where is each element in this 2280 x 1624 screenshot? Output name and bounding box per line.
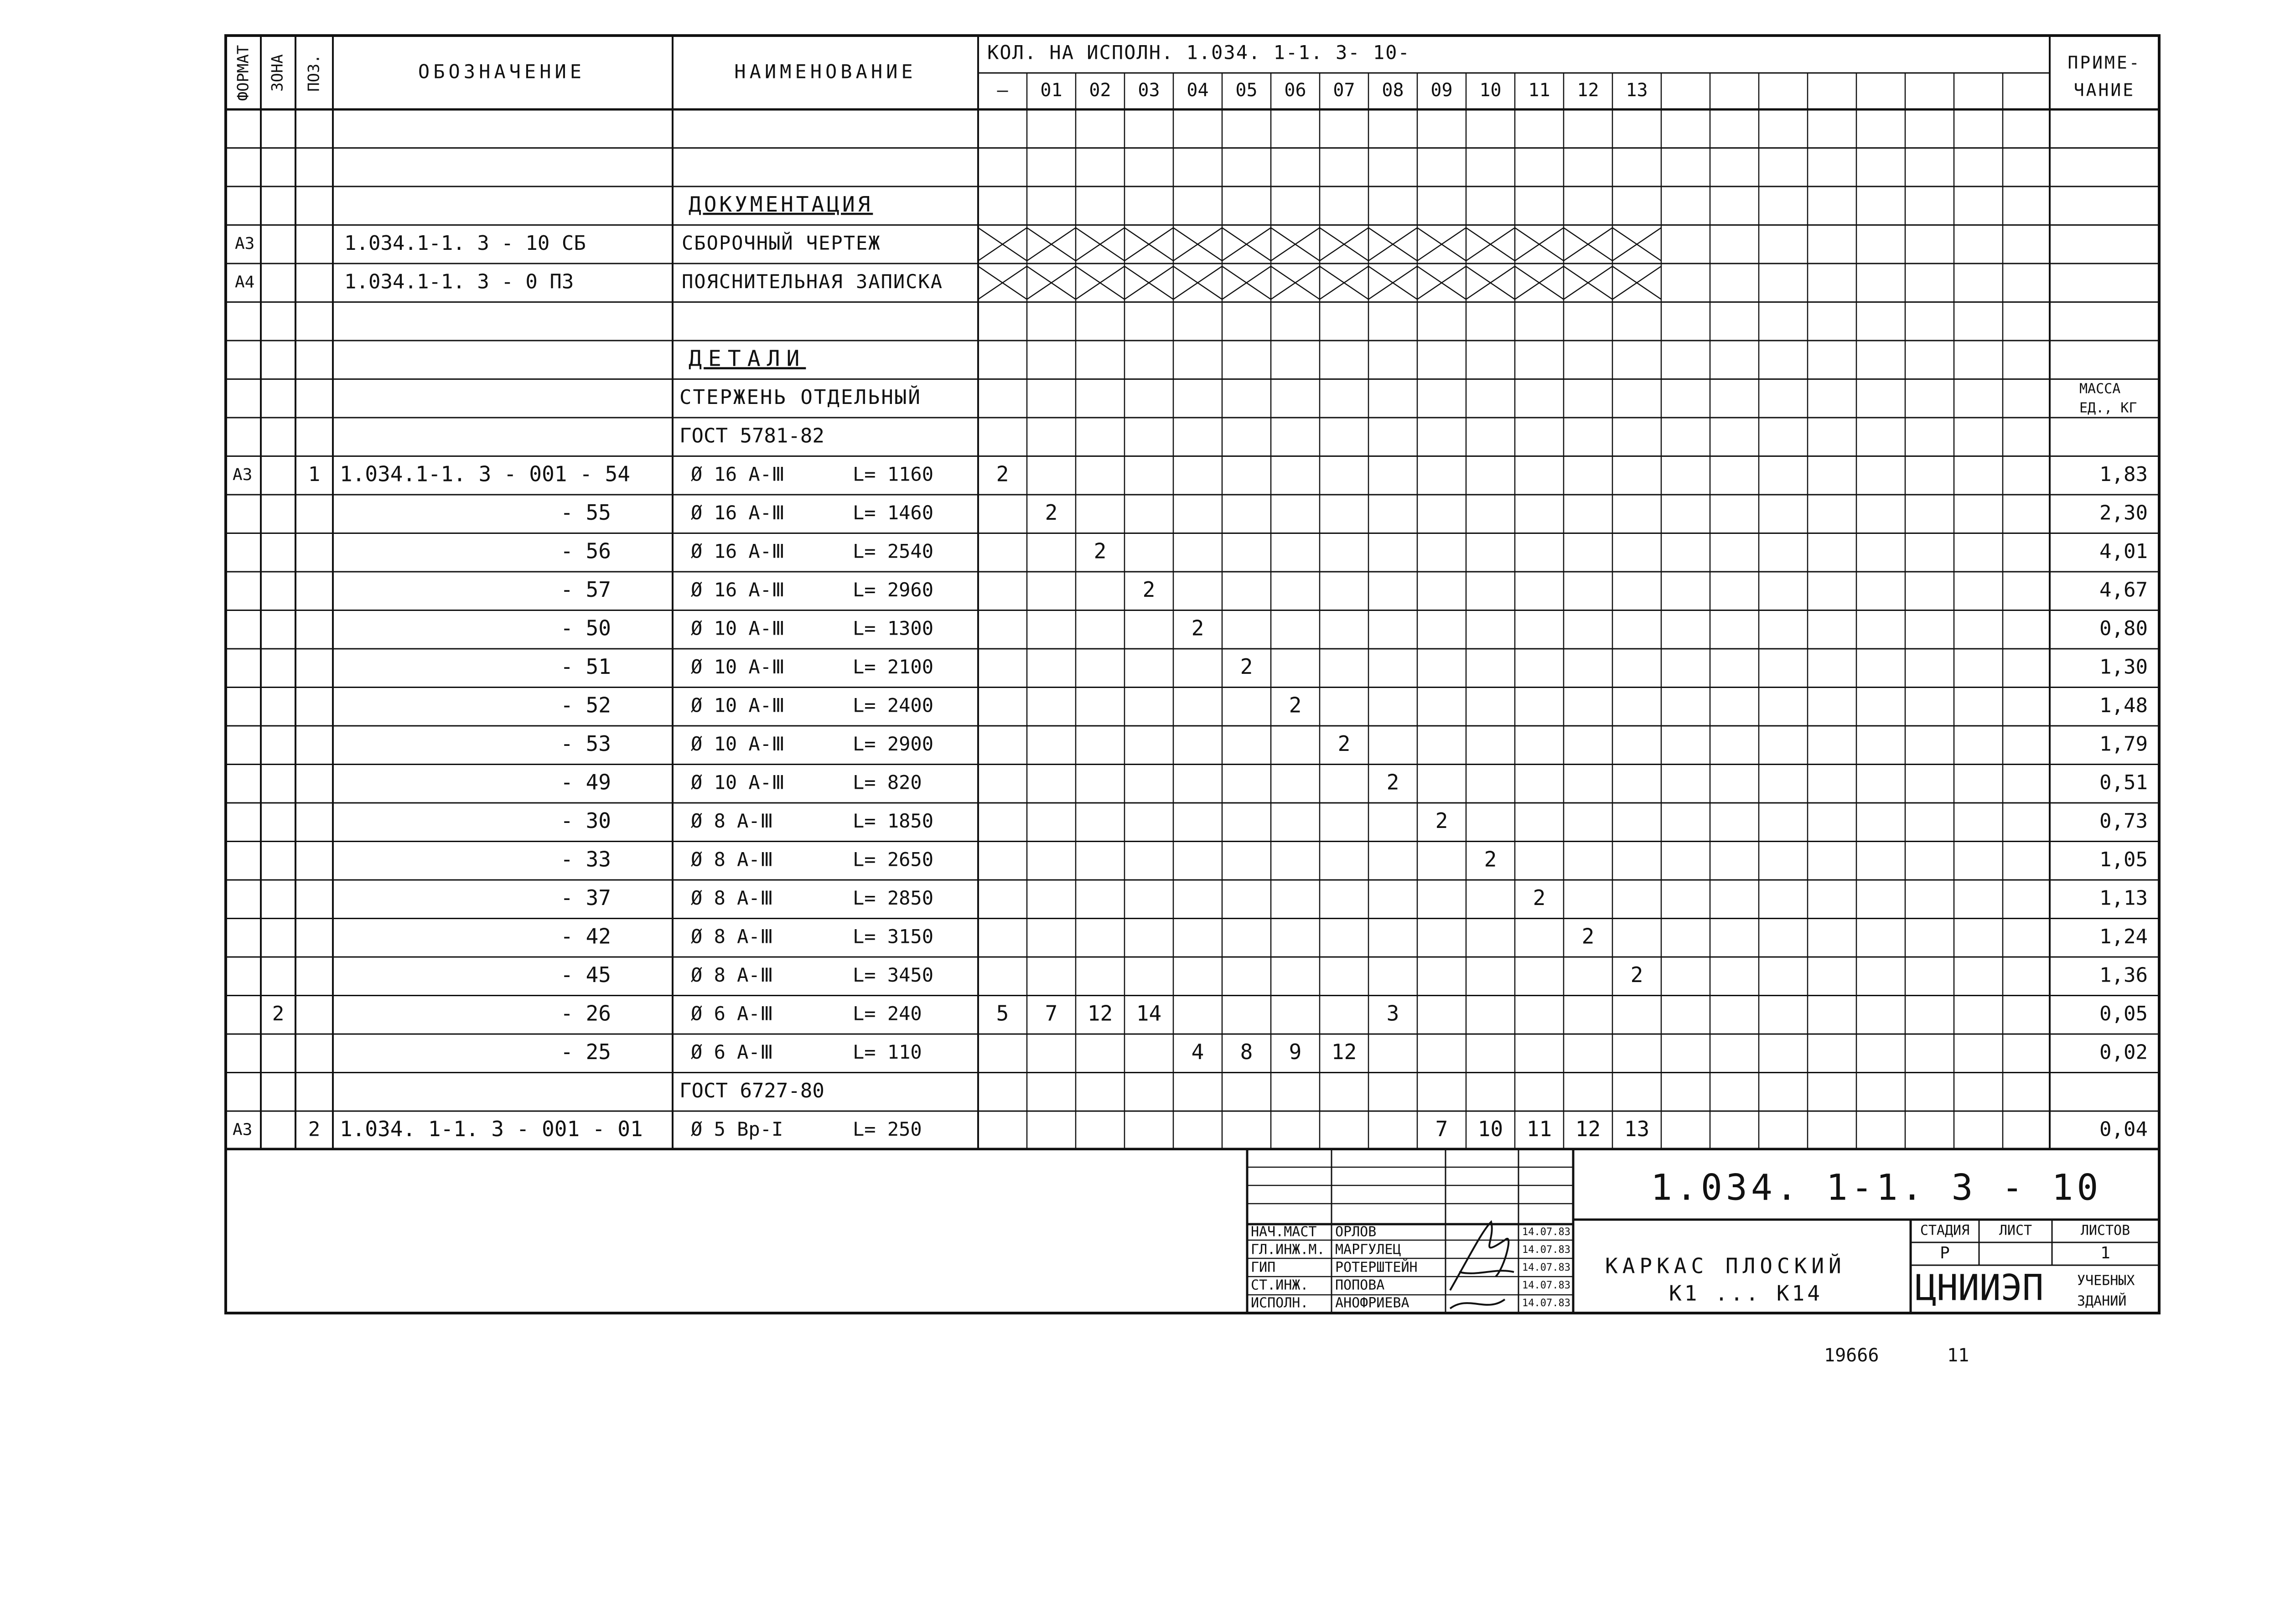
row-qty-13: 2 [1630,962,1643,987]
row-mass: 4,01 [2099,539,2148,563]
signature-scribble [1450,1222,1514,1309]
row-qty-7: 12 [1331,1039,1357,1064]
row-qty-4: 2 [1191,615,1204,641]
row-designation: - 56 [560,538,611,564]
row-format: А3 [233,1120,253,1139]
row-length: L= 3450 [853,963,934,986]
row-qty-1: 7 [1045,1001,1058,1026]
page-number: 11 [1947,1345,1969,1366]
signer-date: 14.07.83 [1522,1244,1570,1256]
variant-header-1: 01 [1040,80,1062,101]
row-designation: - 30 [560,808,611,833]
row-diameter: Ø 16 А-Ⅲ [691,501,785,524]
row-designation: - 50 [560,615,611,641]
mass-header: МАССА [2079,381,2121,397]
row-mass: 1,83 [2099,462,2148,486]
signer-name: ПОПОВА [1335,1277,1385,1293]
row-mass: 1,30 [2099,655,2148,679]
row-mass: 4,67 [2099,578,2148,602]
variant-header-9: 09 [1430,80,1453,101]
row-qty-5: 8 [1240,1039,1253,1064]
row-mass: 1,36 [2099,963,2148,987]
row-mass: 1,24 [2099,925,2148,948]
row-qty-10: 2 [1484,847,1497,872]
drawing-code: 1.034. 1-1. 3 - 10 [1651,1167,2102,1209]
row-diameter: Ø 10 А-Ⅲ [691,617,785,640]
row-mass: 1,13 [2099,886,2148,910]
row-diameter: Ø 8 А-Ⅲ [691,925,773,948]
row-qty-3: 14 [1136,1001,1162,1026]
column-header-note: ПРИМЕ- [2068,52,2141,73]
variant-header-11: 11 [1528,80,1550,101]
row-qty-0: 2 [996,461,1009,486]
row-mass: 0,51 [2099,771,2148,794]
row-designation: - 51 [560,654,611,679]
column-header-format: ФОРМАТ [234,45,253,101]
row-diameter: Ø 8 А-Ⅲ [691,886,773,909]
doc-designation: 1.034.1-1. 3 - 10 СБ [344,231,586,255]
row-qty-12: 2 [1581,924,1595,949]
row-length: L= 240 [853,1002,922,1025]
row-length: L= 1160 [853,463,934,486]
row-length: L= 2650 [853,848,934,871]
row-qty-2: 12 [1087,1001,1113,1026]
row-qty-7: 2 [1337,731,1351,756]
variant-header-5: 05 [1235,80,1258,101]
table-content [233,41,2148,1141]
row-mass: 0,80 [2099,616,2148,640]
stage-label: СТАДИЯ [1920,1222,1970,1239]
row-diameter: Ø 16 А-Ⅲ [691,578,785,601]
variant-header-12: 12 [1577,80,1599,101]
signer-name: РОТЕРШТЕЙН [1335,1259,1418,1276]
row-qty-11: 2 [1533,885,1546,910]
row-diameter: Ø 8 А-Ⅲ [691,809,773,832]
signer-date: 14.07.83 [1522,1280,1570,1291]
row-qty-11: 11 [1526,1116,1552,1141]
row-zone: 2 [272,1002,285,1025]
row-designation: 1.034. 1-1. 3 - 001 - 01 [340,1116,643,1141]
doc-name: СБОРОЧНЫЙ ЧЕРТЕЖ [682,232,881,254]
row-designation: - 45 [560,962,611,987]
row-designation: - 53 [560,731,611,756]
row-qty-2: 2 [1093,538,1107,564]
column-header-pos: ПОЗ. [305,54,323,92]
row-length: L= 2850 [853,886,934,909]
variant-header-6: 06 [1284,80,1306,101]
row-length: L= 110 [853,1040,922,1063]
organization-name: ЦНИИЭП [1915,1267,2044,1309]
row-length: L= 2100 [853,655,934,678]
section-rod: СТЕРЖЕНЬ ОТДЕЛЬНЫЙ [679,385,922,409]
row-pos: 1 [308,462,321,486]
section-details: ДЕТАЛИ [689,346,806,372]
organization-sub-2: ЗДАНИЙ [2077,1293,2127,1309]
variant-header-0: — [997,80,1008,101]
row-diameter: Ø 16 А-Ⅲ [691,540,785,563]
row-qty-13: 13 [1624,1116,1650,1141]
section-gost-2: ГОСТ 6727-80 [679,1079,824,1102]
row-pos: 2 [308,1117,321,1141]
row-length: L= 2540 [853,540,934,563]
column-header-name: НАИМЕНОВАНИЕ [734,60,917,83]
row-length: L= 1460 [853,501,934,524]
section-documentation: ДОКУМЕНТАЦИЯ [689,191,873,217]
row-qty-9: 7 [1435,1116,1448,1141]
signer-date: 14.07.83 [1522,1226,1570,1238]
drawing-title-2: К1 ... К14 [1669,1281,1823,1306]
row-length: L= 820 [853,771,922,794]
row-qty-8: 2 [1386,770,1399,795]
row-diameter: Ø 6 А-Ⅲ [691,1002,773,1025]
column-header-zone: ЗОНА [268,54,287,92]
variant-header-10: 10 [1479,80,1502,101]
variant-header-8: 08 [1382,80,1404,101]
row-length: L= 1850 [853,809,934,832]
row-diameter: Ø 10 А-Ⅲ [691,655,785,678]
row-designation: - 33 [560,847,611,872]
row-diameter: Ø 10 А-Ⅲ [691,732,785,755]
row-qty-6: 9 [1289,1039,1302,1064]
title-block [1247,1149,2159,1366]
row-mass: 1,79 [2099,732,2148,756]
row-designation: - 26 [560,1001,611,1026]
row-mass: 1,48 [2099,693,2148,717]
row-diameter: Ø 10 А-Ⅲ [691,771,785,794]
row-length: L= 2900 [853,732,934,755]
row-designation: 1.034.1-1. 3 - 001 - 54 [340,461,630,486]
row-diameter: Ø 8 А-Ⅲ [691,848,773,871]
signer-name: ОРЛОВ [1335,1224,1377,1240]
signer-date: 14.07.83 [1522,1262,1570,1273]
variant-header-13: 13 [1626,80,1648,101]
column-header-qty: КОЛ. НА ИСПОЛН. 1.034. 1-1. 3- 10- [987,41,1410,64]
row-mass: 2,30 [2099,501,2148,525]
section-gost-1: ГОСТ 5781-82 [679,424,824,448]
doc-format: А3 [235,234,255,253]
mass-header-2: ЕД., КГ [2079,400,2137,416]
row-qty-4: 4 [1191,1039,1204,1064]
row-designation: - 57 [560,577,611,602]
row-qty-8: 3 [1386,1001,1399,1026]
row-diameter: Ø 10 А-Ⅲ [691,694,785,717]
signer-role: ГИП [1251,1259,1276,1276]
row-mass: 0,05 [2099,1002,2148,1025]
archive-number: 19666 [1824,1345,1879,1366]
variant-header-4: 04 [1187,80,1209,101]
doc-name: ПОЯСНИТЕЛЬНАЯ ЗАПИСКА [682,270,943,293]
signer-role: СТ.ИНЖ. [1251,1277,1309,1293]
variant-header-7: 07 [1333,80,1355,101]
signer-role: НАЧ.МАСТ [1251,1224,1317,1240]
doc-format: А4 [235,273,255,292]
row-qty-1: 2 [1045,500,1058,525]
row-length: L= 3150 [853,925,934,948]
row-designation: - 25 [560,1039,611,1064]
signer-role: ГЛ.ИНЖ.М. [1251,1241,1325,1258]
sheets-label: ЛИСТОВ [2080,1222,2130,1239]
row-qty-5: 2 [1240,654,1253,679]
organization-sub: УЧЕБНЫХ [2077,1272,2135,1289]
signer-name: МАРГУЛЕЦ [1335,1241,1401,1258]
row-format: А3 [233,465,253,484]
column-header-designation: ОБОЗНАЧЕНИЕ [418,60,586,83]
row-designation: - 55 [560,500,611,525]
row-qty-9: 2 [1435,808,1448,833]
row-designation: - 49 [560,770,611,795]
stage-value: Р [1940,1244,1950,1262]
row-diameter: Ø 16 А-Ⅲ [691,463,785,486]
signer-role: ИСПОЛН. [1251,1295,1309,1311]
drawing-title: КАРКАС ПЛОСКИЙ [1605,1253,1846,1278]
signer-name: АНОФРИЕВА [1335,1295,1409,1311]
row-mass: 0,73 [2099,809,2148,833]
row-designation: - 37 [560,885,611,910]
row-qty-6: 2 [1289,693,1302,718]
column-header-note-2: ЧАНИЕ [2073,80,2135,100]
row-designation: - 42 [560,924,611,949]
row-diameter: Ø 8 А-Ⅲ [691,963,773,986]
row-length: L= 250 [853,1117,922,1140]
row-mass: 0,02 [2099,1040,2148,1064]
row-qty-10: 10 [1477,1116,1503,1141]
row-diameter: Ø 6 А-Ⅲ [691,1040,773,1063]
variant-header-2: 02 [1089,80,1111,101]
sheet-label: ЛИСТ [1999,1222,2032,1239]
sheets-value: 1 [2100,1244,2110,1262]
row-designation: - 52 [560,693,611,718]
variant-header-3: 03 [1138,80,1160,101]
row-mass: 1,05 [2099,848,2148,871]
row-length: L= 1300 [853,617,934,640]
row-qty-12: 12 [1575,1116,1601,1141]
row-mass: 0,04 [2099,1117,2148,1141]
row-qty-3: 2 [1142,577,1156,602]
row-qty-0: 5 [996,1001,1009,1026]
doc-designation: 1.034.1-1. 3 - 0 ПЗ [344,270,574,294]
row-diameter: Ø 5 Вр-I [691,1117,783,1140]
row-length: L= 2960 [853,578,934,601]
signer-date: 14.07.83 [1522,1298,1570,1309]
row-length: L= 2400 [853,694,934,717]
